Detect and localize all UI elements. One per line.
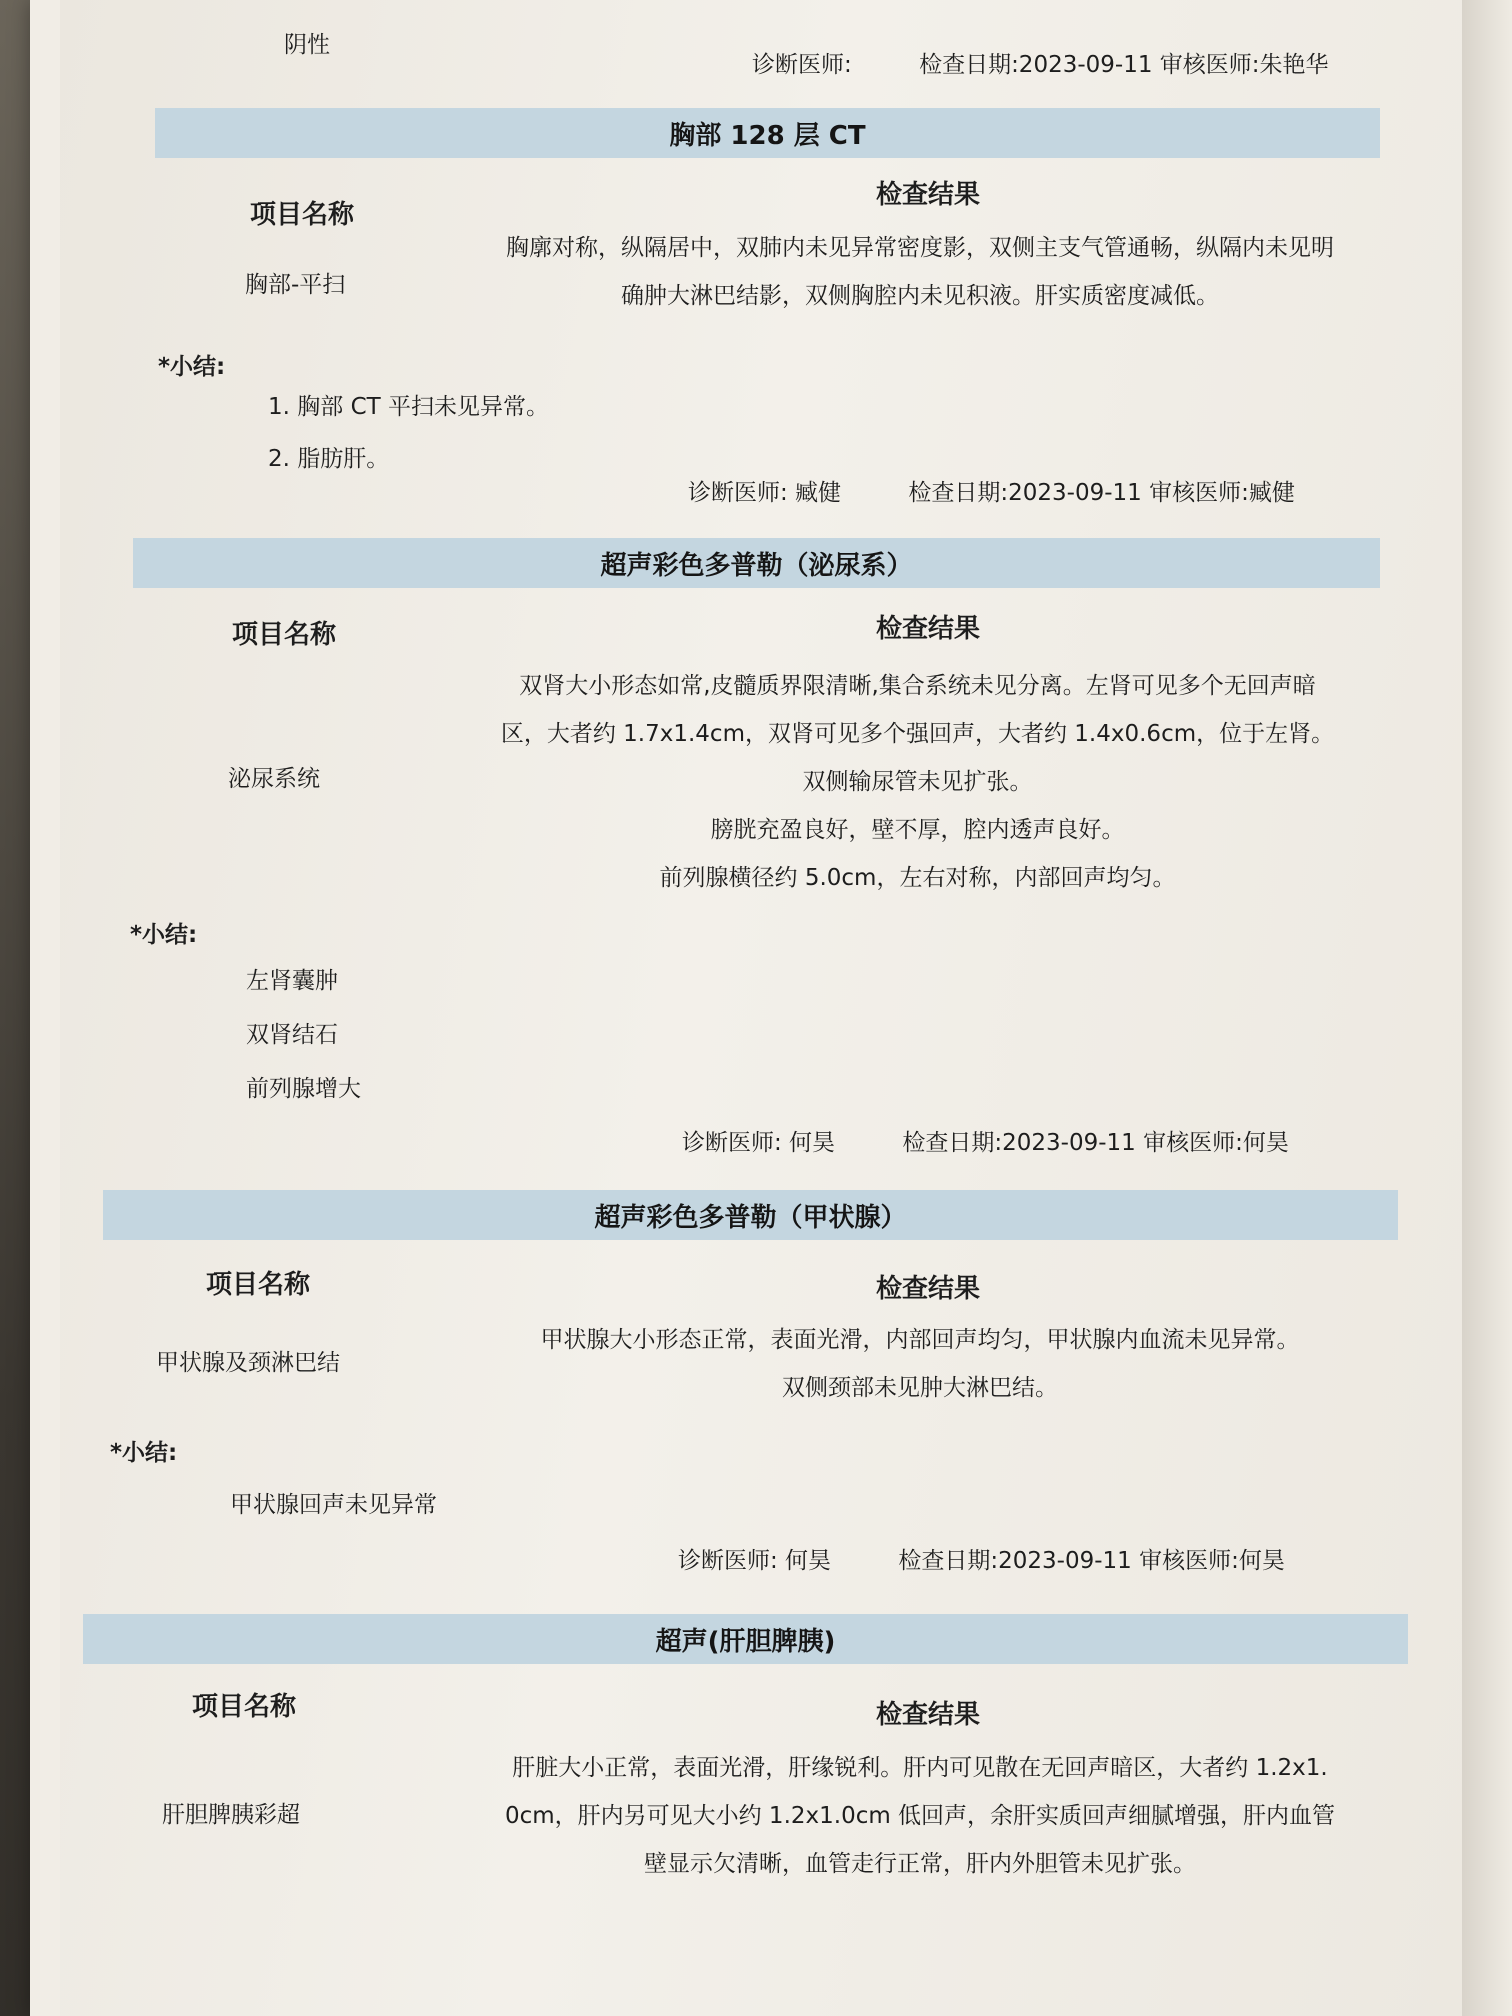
column-header-item: 项目名称 <box>192 1692 297 1722</box>
result-text <box>460 224 1380 320</box>
section-title-liver-ultrasound: 超声(肝胆脾胰) <box>83 1614 1408 1664</box>
summary-item: 2. 脂肪肝。 <box>268 446 390 472</box>
check-info: 检查日期:2023-09-11 审核医师:臧健 <box>908 480 1295 506</box>
result-line: 甲状腺大小形态正常，表面光滑，内部回声均匀，甲状腺内血流未见异常。 <box>540 1327 1300 1353</box>
column-header-result: 检查结果 <box>876 1274 981 1304</box>
summary-item: 左肾囊肿 <box>246 968 338 994</box>
column-header-result: 检查结果 <box>876 614 981 644</box>
sign-line <box>678 1542 1345 1575</box>
diagnosing-doctor: 诊断医师: 臧健 <box>688 480 842 506</box>
item-name: 泌尿系统 <box>228 766 320 792</box>
previous-result-value: 阴性 <box>284 32 330 58</box>
result-line: 壁显示欠清晰，血管走行正常，肝内外胆管未见扩张。 <box>644 1851 1196 1877</box>
summary-item: 前列腺增大 <box>246 1076 361 1102</box>
result-line: 确肿大淋巴结影，双侧胸腔内未见积液。肝实质密度减低。 <box>621 283 1219 309</box>
result-line: 胸廓对称，纵隔居中，双肺内未见异常密度影，双侧主支气管通畅，纵隔内未见明 <box>506 235 1334 261</box>
result-line: 双侧输尿管未见扩张。 <box>802 769 1033 795</box>
column-header-result: 检查结果 <box>876 180 981 210</box>
diagnosing-doctor: 诊断医师: <box>752 52 852 78</box>
result-line: 前列腺横径约 5.0cm，左右对称，内部回声均匀。 <box>659 865 1176 891</box>
result-line: 膀胱充盈良好，壁不厚，腔内透声良好。 <box>710 817 1125 843</box>
column-header-item: 项目名称 <box>232 620 337 650</box>
section-title-chest-ct: 胸部 128 层 CT <box>155 108 1380 158</box>
diagnosing-doctor: 诊断医师: 何昊 <box>678 1548 832 1574</box>
result-text <box>440 1316 1400 1412</box>
item-name: 胸部-平扫 <box>245 272 346 298</box>
diagnosing-doctor: 诊断医师: 何昊 <box>682 1130 836 1156</box>
check-info: 检查日期:2023-09-11 审核医师:何昊 <box>902 1130 1289 1156</box>
result-line: 双肾大小形态如常,皮髓质界限清晰,集合系统未见分离。左肾可见多个无回声暗 <box>519 673 1316 699</box>
result-text <box>425 1744 1415 1888</box>
summary-label: *小结: <box>158 354 226 380</box>
next-page-edge <box>1462 0 1512 2016</box>
result-line: 肝脏大小正常，表面光滑，肝缘锐利。肝内可见散在无回声暗区，大者约 1.2x1. <box>512 1755 1328 1781</box>
column-header-result: 检查结果 <box>876 1700 981 1730</box>
check-info: 检查日期:2023-09-11 审核医师:何昊 <box>898 1548 1285 1574</box>
item-name: 肝胆脾胰彩超 <box>162 1802 300 1828</box>
section-title-urinary-ultrasound: 超声彩色多普勒（泌尿系） <box>133 538 1380 588</box>
result-line: 双侧颈部未见肿大淋巴结。 <box>782 1375 1058 1401</box>
section-title-thyroid-ultrasound: 超声彩色多普勒（甲状腺） <box>103 1190 1398 1240</box>
result-line: 区，大者约 1.7x1.4cm，双肾可见多个强回声，大者约 1.4x0.6cm，位于左肾。 <box>500 721 1335 747</box>
column-header-item: 项目名称 <box>250 200 355 230</box>
sign-line <box>688 474 1355 507</box>
summary-label: *小结: <box>110 1440 178 1466</box>
column-header-item: 项目名称 <box>206 1270 311 1300</box>
summary-label: *小结: <box>130 922 198 948</box>
result-text <box>455 662 1380 902</box>
sign-line <box>682 1124 1349 1157</box>
check-info: 检查日期:2023-09-11 审核医师:朱艳华 <box>919 52 1329 78</box>
item-name: 甲状腺及颈淋巴结 <box>156 1350 340 1376</box>
result-line: 0cm，肝内另可见大小约 1.2x1.0cm 低回声，余肝实质回声细腻增强，肝内血管 <box>504 1803 1336 1829</box>
summary-item: 甲状腺回声未见异常 <box>230 1492 437 1518</box>
summary-item: 1. 胸部 CT 平扫未见异常。 <box>268 394 549 420</box>
previous-sign-line <box>752 46 1389 79</box>
summary-item: 双肾结石 <box>246 1022 338 1048</box>
